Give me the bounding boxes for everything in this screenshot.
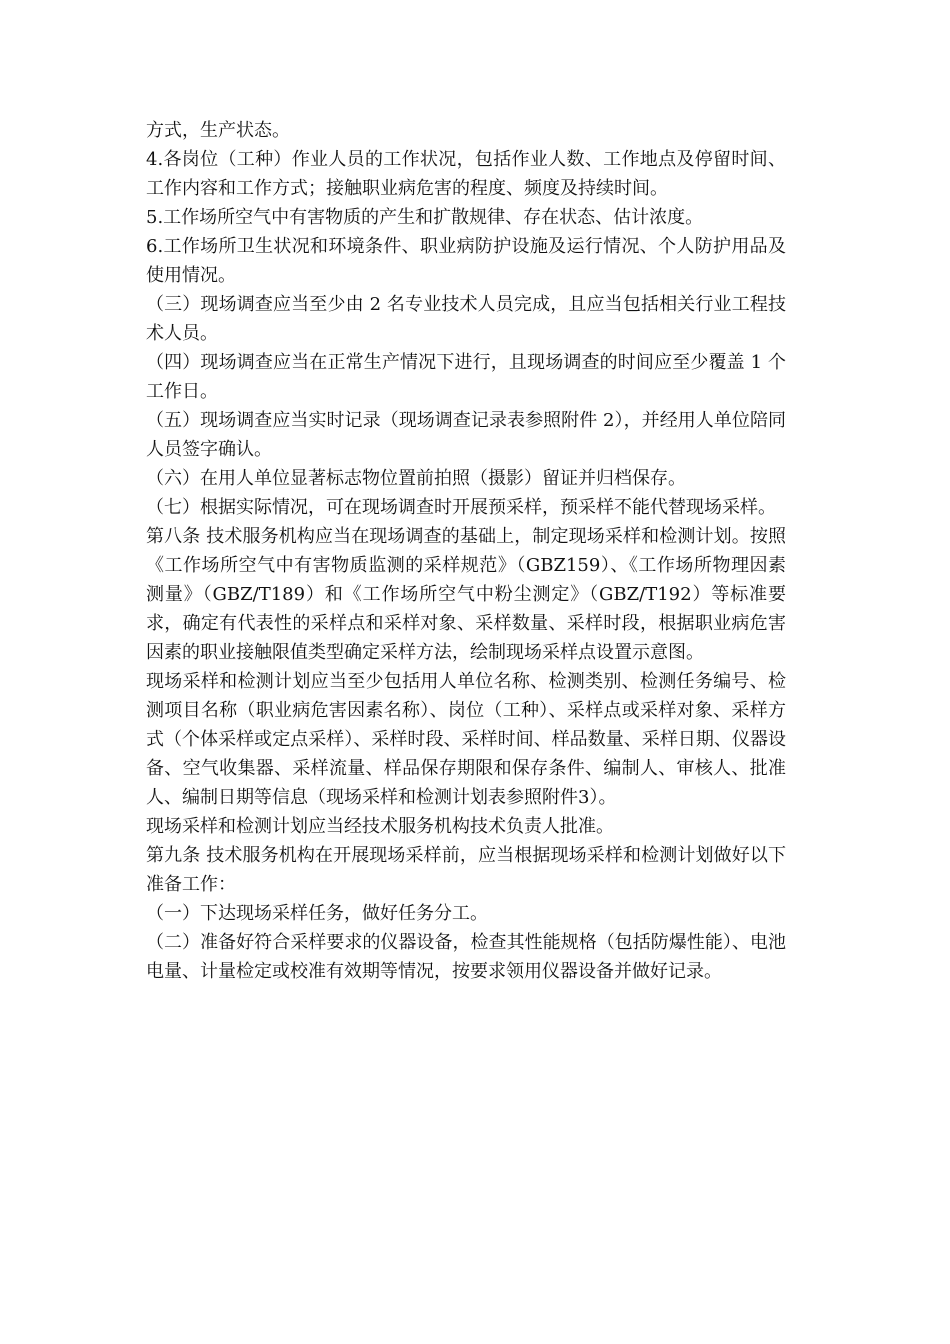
paragraph-clause-5-records: （五）现场调查应当实时记录（现场调查记录表参照附件 2），并经用人单位陪同人员签字确认。 [146,410,786,460]
paragraph-plan-contents: 现场采样和检测计划应当至少包括用人单位名称、检测类别、检测任务编号、检测项目名称（职业病危害因素名称）、岗位（工种）、采样点或采样对象、采样方式（个体采样或定点采样）、采样时段、采样时间、样品数量、采样日期、仪器设备、空气收集器、采样流量、样品保存期限和保存条件、编制人、审核人、批准人、编制日期等信息（现场采样和检测计划表参照附件3）。 [146,671,786,808]
paragraph-item-4-work-status: 4.各岗位（工种）作业人员的工作状况，包括作业人数、工作地点及停留时间、工作内容和工作方式；接触职业病危害的程度、频度及持续时间。 [146,149,786,199]
paragraph-article-8: 第八条 技术服务机构应当在现场调查的基础上，制定现场采样和检测计划。按照《工作场所空气中有害物质监测的采样规范》（GBZ159）、《工作场所物理因素测量》（GBZ/T189）和《工作场所空气中粉尘测定》（GBZ/T192）等标准要求，确定有代表性的采样点和采样对象、采样数量、采样时段，根据职业病危害因素的职业接触限值类型确定采样方法，绘制现场采样点设置示意图。 [146,526,786,663]
paragraph-plan-approval: 现场采样和检测计划应当经技术服务机构技术负责人批准。 [146,816,614,837]
paragraph-clause-7-pre-sampling: （七）根据实际情况，可在现场调查时开展预采样，预采样不能代替现场采样。 [146,497,776,518]
document-body [146,116,786,986]
paragraph-item-5-air-hazards: 5.工作场所空气中有害物质的产生和扩散规律、存在状态、估计浓度。 [146,207,704,228]
paragraph-item-6-hygiene: 6.工作场所卫生状况和环境条件、职业病防护设施及运行情况、个人防护用品及使用情况。 [146,236,786,286]
paragraph-clause-6-photo: （六）在用人单位显著标志物位置前拍照（摄影）留证并归档保存。 [146,468,686,489]
paragraph-clause-3-staff: （三）现场调查应当至少由 2 名专业技术人员完成，且应当包括相关行业工程技术人员。 [146,294,786,344]
paragraph-prep-1-tasks: （一）下达现场采样任务，做好任务分工。 [146,903,488,924]
paragraph-production-state: 方式，生产状态。 [146,120,290,141]
paragraph-clause-4-timing: （四）现场调查应当在正常生产情况下进行，且现场调查的时间应至少覆盖 1 个工作日。 [146,352,786,402]
paragraph-prep-2-equipment: （二）准备好符合采样要求的仪器设备，检查其性能规格（包括防爆性能）、电池电量、计量检定或校准有效期等情况，按要求领用仪器设备并做好记录。 [146,932,786,982]
paragraph-article-9: 第九条 技术服务机构在开展现场采样前，应当根据现场采样和检测计划做好以下准备工作： [146,845,786,895]
